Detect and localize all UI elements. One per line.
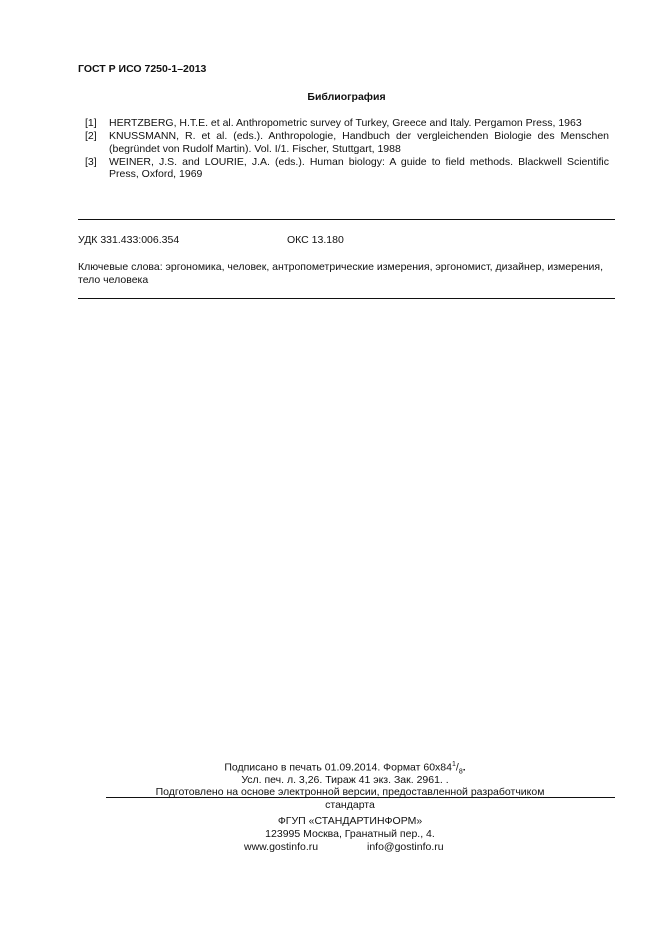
divider-top xyxy=(78,219,615,220)
format-subscript: 8 xyxy=(458,768,463,776)
format-superscript: 1 xyxy=(451,761,456,768)
bibliography-item-number: [2] xyxy=(85,130,97,142)
bibliography-item xyxy=(85,156,609,181)
bibliography-item xyxy=(85,130,609,155)
imprint-signed: Подписано в печать 01.09.2014. Формат $60х84^1/_8$. xyxy=(224,761,466,776)
bibliography-list xyxy=(85,117,609,181)
divider-bottom xyxy=(78,298,615,299)
imprint-signed-text: Подписано в печать 01.09.2014. Формат 60х84 xyxy=(224,761,452,774)
publisher-name: ФГУП «СТАНДАРТИНФОРМ» xyxy=(277,815,423,827)
bibliography-item-text: HERTZBERG, H.T.E. et al. Anthropometric survey of Turkey, Greece and Italy. Pergamon Press, 1963 xyxy=(109,117,582,129)
keywords: Ключевые слова: эргономика, человек, антропометрические измерения, эргономист, дизайнер, измерения, тело человека xyxy=(78,261,604,286)
publisher-address: 123995 Москва, Гранатный пер., 4. xyxy=(265,828,435,840)
bibliography-item xyxy=(85,117,609,130)
bibliography-item-text: KNUSSMANN, R. et al. (eds.). Anthropologie, Handbuch der vergleichenden Biologie des Menschen (begründet von Rudolf Martin). Vol. I/1. Fischer, Stuttgart, 1988 xyxy=(109,130,609,155)
imprint-prepared-line1: Подготовлено на основе электронной версии, предоставленной разработчиком xyxy=(155,786,545,798)
udk-code: УДК 331.433:006.354 xyxy=(78,234,180,246)
bibliography-item-number: [1] xyxy=(85,117,97,129)
email-link[interactable]: info@gostinfo.ru xyxy=(367,841,444,853)
bibliography-title: Библиография xyxy=(307,91,386,103)
imprint-divider xyxy=(106,797,615,798)
bibliography-item-text: WEINER, J.S. and LOURIE, J.A. (eds.). Human biology: A guide to field methods. Blackwell Scientific Press, Oxford, 1969 xyxy=(109,155,609,180)
website-link[interactable]: www.gostinfo.ru xyxy=(244,841,319,853)
imprint-signed-suffix: . xyxy=(462,761,466,774)
document-code: ГОСТ Р ИСО 7250-1–2013 xyxy=(78,63,207,75)
imprint-print-info: Усл. печ. л. 3,26. Тираж 41 экз. Зак. 2961. . xyxy=(241,774,449,786)
imprint-prepared-line2: стандарта xyxy=(325,799,375,811)
bibliography-item-number: [3] xyxy=(85,155,97,168)
oks-code: ОКС 13.180 xyxy=(287,234,344,246)
